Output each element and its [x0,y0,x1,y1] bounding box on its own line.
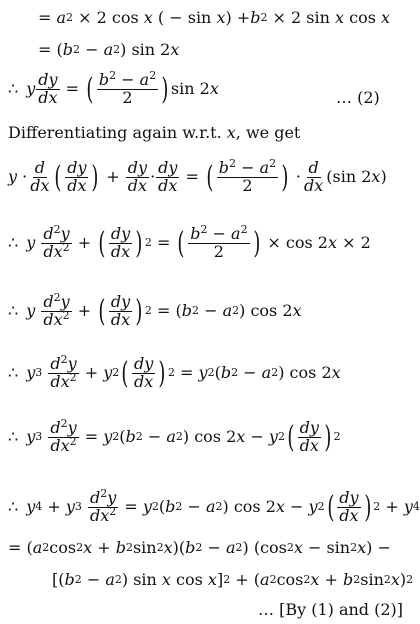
by-1-and-2-note: … [By (1) and (2)] [258,600,404,619]
equation-number-2: … (2) [336,88,380,107]
equation-line-10: ∴ y 4 + y 3 $\frac{d^2y}{dx^2}$ = y 2 ( b 2 − a 2 ) cos 2 x − y 2 ( $\frac{dy}{dx}$ ) 2 + y 4 [8,486,420,525]
equation-line-3: ∴ y $\frac{dy}{dx}$ = ( $\frac{b^2 - a^2}{2}$ ) sin 2 x [8,68,219,107]
equation-line-7: ∴ y $\frac{d^2y}{dx^2}$ + ( $\frac{dy}{dx}$ ) 2 = ( b 2 − a 2 ) cos 2 x [8,290,302,329]
equation-line-11: = ( a 2 cos 2 x + b 2 sin 2 x )( b 2 − a 2 ) (cos 2 x − sin 2 x ) − [8,538,391,557]
equation-line-9: ∴ y 3 $\frac{d^2y}{dx^2}$ = y 2 ( b 2 − a 2 ) cos 2 x − y 2 ( $\frac{dy}{dx}$ ) 2 [8,416,341,455]
differentiating-text: Differentiating again w.r.t. x , we get [8,123,301,142]
equation-line-2: = ( b 2 − a 2 ) sin 2 x [38,40,180,59]
equation-line-6: ∴ y $\frac{d^2y}{dx^2}$ + ( $\frac{dy}{dx}$ ) 2 = ( $\frac{b^2 - a^2}{2}$ ) × cos 2 x × 2 [8,222,371,261]
equation-line-1: = a 2 × 2 cos x ( − sin x ) + b 2 × 2 sin x cos x [38,8,391,27]
equation-line-12: [( b 2 − a 2 ) sin x cos x ] 2 + ( a 2 cos 2 x + b 2 sin 2 x ) 2 [52,570,414,589]
equation-line-5: y · $\frac{d}{dx}$ ( $\frac{dy}{dx}$ ) + $\frac{dy}{dx}$ · $\frac{dy}{dx}$ = ( $\frac{b^2 - a^2}{2}$ ) · $\frac{d}{dx}$ (sin 2 x ) [8,156,387,195]
equation-line-8: ∴ y 3 $\frac{d^2y}{dx^2}$ + y 2 ( $\frac{dy}{dx}$ ) 2 = y 2 ( b 2 − a 2 ) cos 2 x [8,352,341,391]
